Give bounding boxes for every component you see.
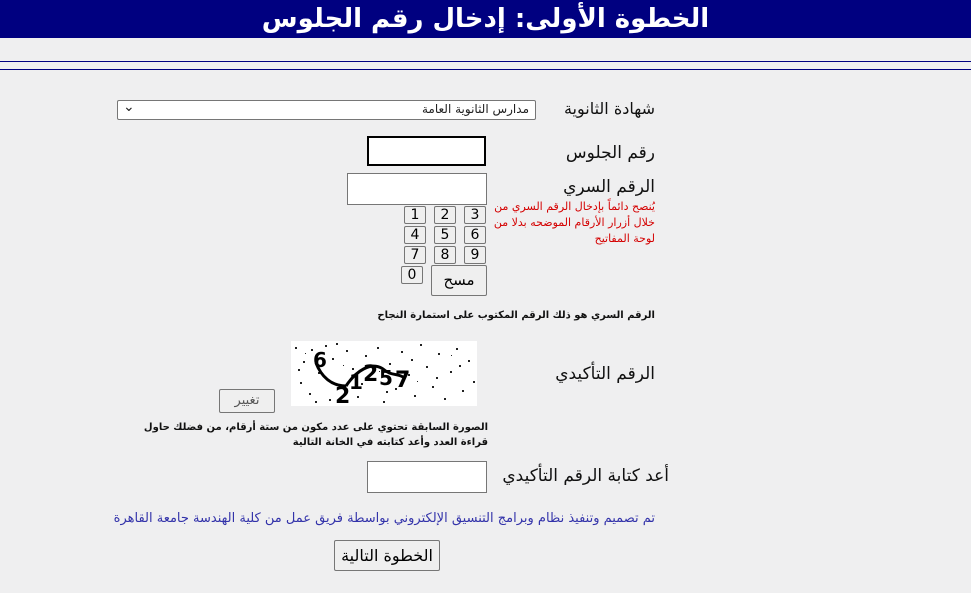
keypad-key-8[interactable]: 8 (434, 246, 456, 264)
keypad-key-7[interactable]: 7 (404, 246, 426, 264)
retype-label: أعد كتابة الرقم التأكيدي (502, 466, 669, 486)
divider-top (0, 61, 971, 62)
keypad-key-0[interactable]: 0 (401, 266, 423, 284)
keypad-key-1[interactable]: 1 (404, 206, 426, 224)
page-title: الخطوة الأولى: إدخال رقم الجلوس (261, 4, 710, 34)
svg-text:6: 6 (313, 348, 327, 372)
secret-number-input[interactable] (347, 173, 487, 205)
page-header (0, 0, 971, 38)
captcha-image (291, 341, 477, 406)
certificate-value: مدارس الثانوية العامة (421, 102, 529, 116)
credit-link[interactable]: تم تصميم وتنفيذ نظام وبرامج التنسيق الإلكتروني بواسطة فريق عمل من كلية الهندسة جامعة القاهرة (113, 511, 655, 526)
retype-confirm-input[interactable] (367, 461, 487, 493)
secret-label: الرقم السري (563, 177, 655, 197)
svg-text:2: 2 (363, 362, 379, 387)
svg-text:1: 1 (349, 370, 363, 394)
keypad-key-2[interactable]: 2 (434, 206, 456, 224)
svg-text:2: 2 (335, 384, 351, 406)
keypad-key-9[interactable]: 9 (464, 246, 486, 264)
next-step-button[interactable]: الخطوة التالية (334, 540, 440, 571)
keypad-key-6[interactable]: 6 (464, 226, 486, 244)
seat-label: رقم الجلوس (565, 143, 655, 163)
change-captcha-button[interactable]: تغيير (219, 389, 275, 413)
seat-number-input[interactable] (367, 136, 486, 166)
confirm-label: الرقم التأكيدي (555, 364, 655, 384)
keypad-key-3[interactable]: 3 (464, 206, 486, 224)
captcha-note: الصورة السابقة تحتوي على عدد مكون من ستة أرقام، من فضلك حاول قراءة العدد وأعد كتابته في الخانة التالية (143, 422, 488, 448)
secret-advice: يُنصح دائماً بإدخال الرقم السري من خلال أزرار الأرقام الموضحه بدلا من لوحة المفاتيح (493, 200, 655, 245)
certificate-select[interactable] (117, 100, 536, 120)
divider-bottom (0, 69, 971, 70)
svg-text:7: 7 (395, 368, 411, 393)
keypad-key-5[interactable]: 5 (434, 226, 456, 244)
secret-note: الرقم السري هو ذلك الرقم المكتوب على استمارة النجاح (377, 310, 655, 321)
svg-text:5: 5 (379, 366, 393, 390)
chevron-down-icon: ⌄ (123, 99, 135, 115)
keypad-key-4[interactable]: 4 (404, 226, 426, 244)
clear-button[interactable]: مسح (431, 265, 487, 296)
certificate-label: شهادة الثانوية (563, 99, 655, 118)
